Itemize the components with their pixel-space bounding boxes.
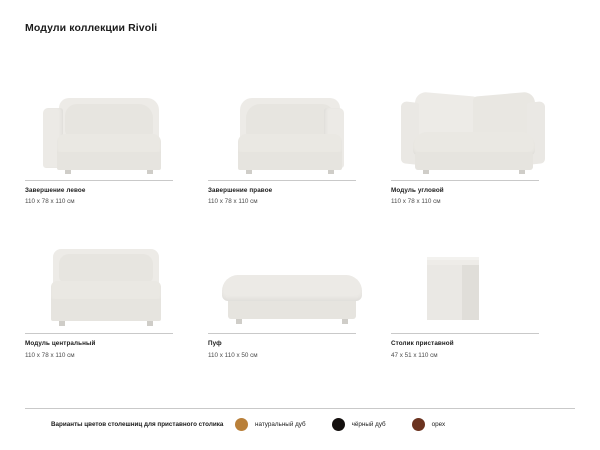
module-caption xyxy=(25,333,173,359)
module-figure xyxy=(25,75,208,180)
module-dimensions: 110 x 78 x 110 см xyxy=(25,351,75,359)
color-swatch-icon xyxy=(332,418,345,431)
side-table-icon xyxy=(427,257,497,327)
module-figure xyxy=(391,75,574,180)
module-card-center[interactable] xyxy=(25,228,208,359)
color-option-natural-oak[interactable] xyxy=(235,418,306,431)
module-name: Завершение левое xyxy=(25,187,86,194)
sofa-center-icon xyxy=(47,241,167,327)
legend-label: Варианты цветов столешниц для приставного столика xyxy=(51,421,224,428)
module-name: Пуф xyxy=(208,340,222,348)
sofa-end-right-icon xyxy=(226,82,356,174)
module-dimensions: 47 x 51 x 110 см xyxy=(391,351,438,359)
color-name: натуральный дуб xyxy=(255,421,306,428)
module-figure xyxy=(25,228,208,333)
module-figure xyxy=(208,75,391,180)
color-name: орех xyxy=(431,421,446,428)
module-card-side-table[interactable] xyxy=(391,228,574,359)
color-legend xyxy=(25,408,575,431)
module-name: Столик приставной xyxy=(391,340,454,348)
module-figure xyxy=(208,228,391,333)
module-card-corner[interactable] xyxy=(391,75,574,206)
modules-row xyxy=(25,228,575,359)
module-caption xyxy=(208,180,356,206)
module-caption xyxy=(391,180,539,206)
module-name: Модуль центральный xyxy=(25,340,96,348)
module-figure xyxy=(391,228,574,333)
module-name: Завершение правое xyxy=(208,187,273,194)
module-dimensions: 110 x 78 x 110 см xyxy=(391,198,441,206)
color-swatch-icon xyxy=(235,418,248,431)
module-dimensions: 110 x 78 x 110 см xyxy=(208,198,258,206)
modules-row xyxy=(25,75,575,206)
module-dimensions: 110 x 110 x 50 см xyxy=(208,351,258,359)
module-caption xyxy=(391,333,539,359)
module-card-end-left[interactable] xyxy=(25,75,208,206)
module-dimensions: 110 x 78 x 110 см xyxy=(25,198,75,206)
ottoman-icon xyxy=(222,275,362,327)
sofa-corner-icon xyxy=(401,82,551,174)
color-option-walnut[interactable] xyxy=(412,418,446,431)
module-caption xyxy=(208,333,356,359)
module-name: Модуль угловой xyxy=(391,187,444,194)
color-swatch-icon xyxy=(412,418,425,431)
module-card-end-right[interactable] xyxy=(208,75,391,206)
page-title: Модули коллекции Rivoli xyxy=(25,22,158,34)
module-card-ottoman[interactable] xyxy=(208,228,391,359)
color-name: чёрный дуб xyxy=(351,421,386,428)
modules-grid xyxy=(25,75,575,360)
sofa-end-left-icon xyxy=(43,82,173,174)
module-caption xyxy=(25,180,173,206)
color-option-black-oak[interactable] xyxy=(332,418,386,431)
